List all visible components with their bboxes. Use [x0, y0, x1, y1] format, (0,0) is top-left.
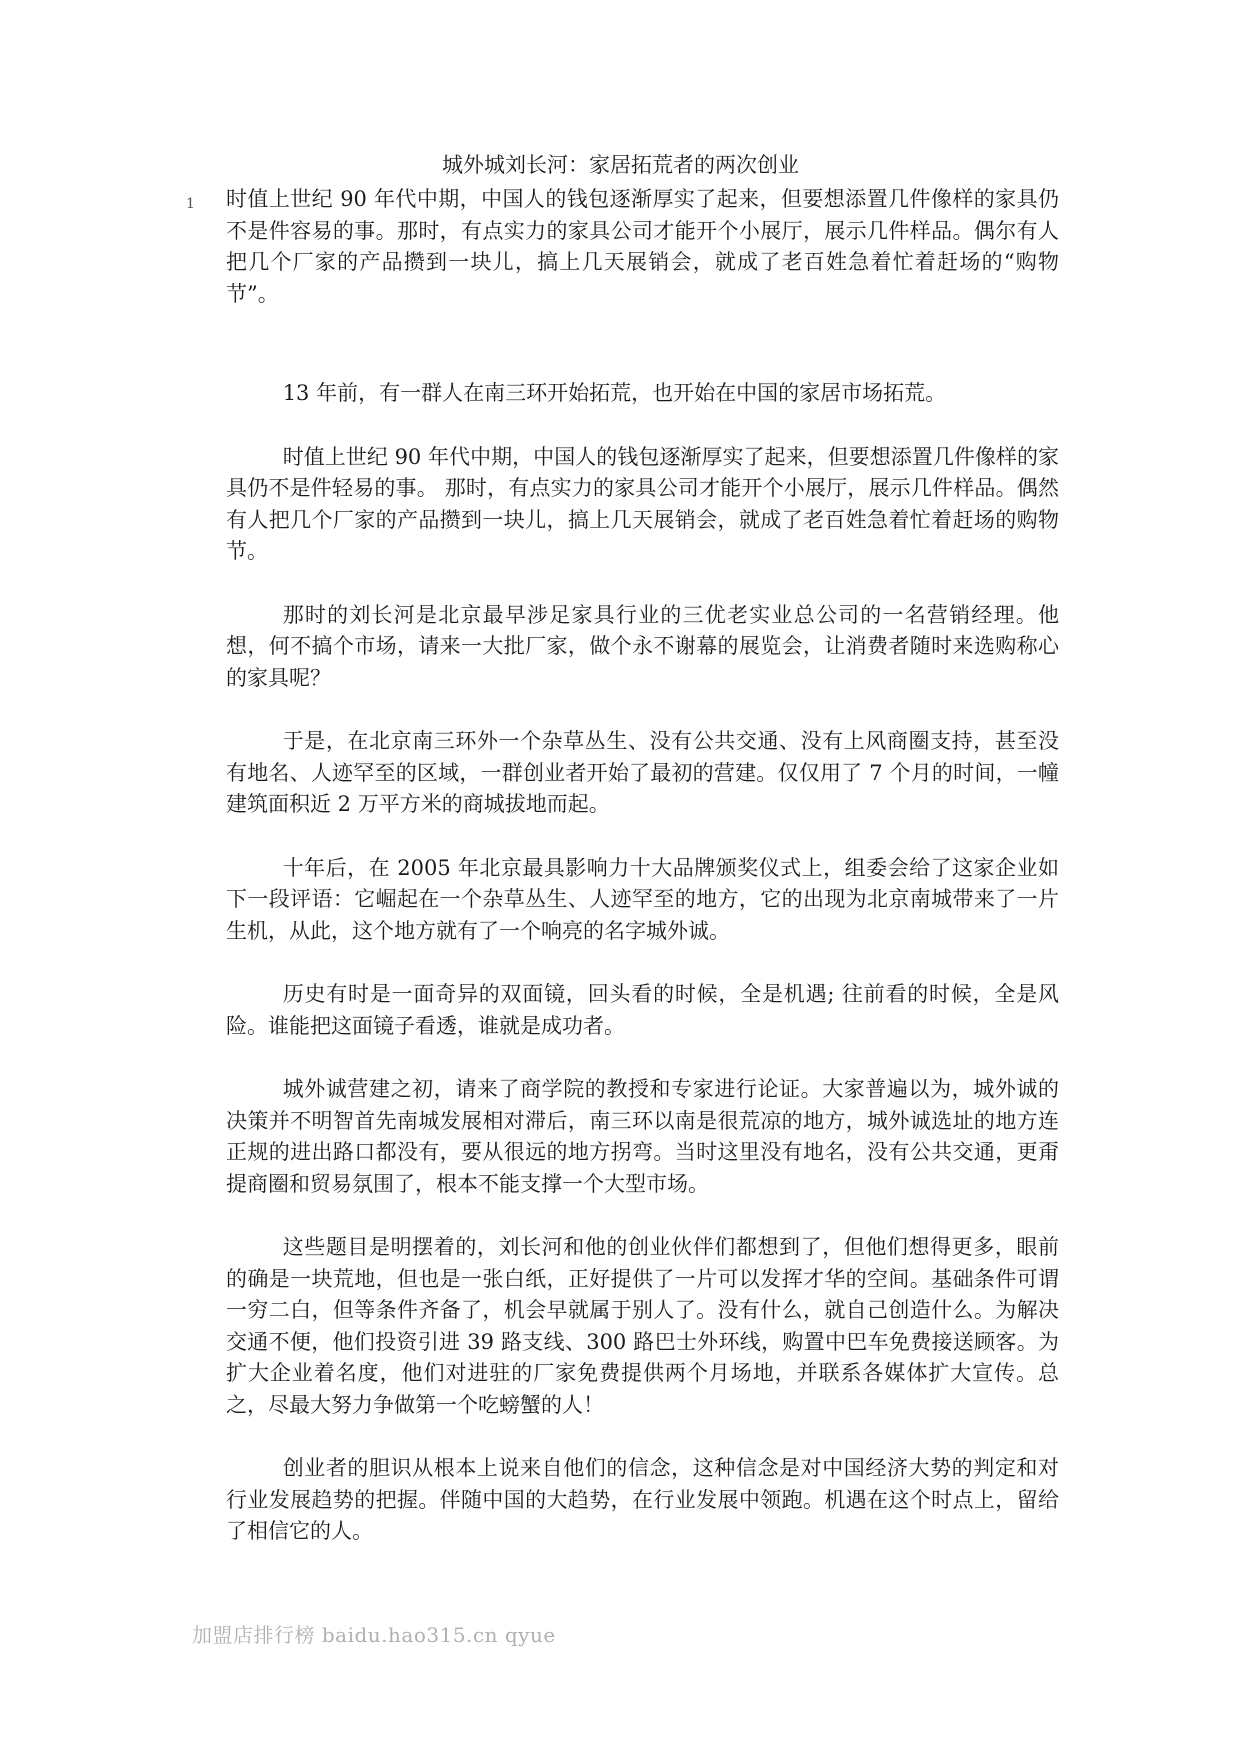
- intro-paragraph: 时值上世纪 90 年代中期，中国人的钱包逐渐厚实了起来，但要想添置几件像样的家具仍不是件容易的事。那时，有点实力的家具公司才能开个小展厅，展示几件样品。偶尔有人把几个厂家的产品攒到一块儿，搞上几天展销会，就成了老百姓急着忙着赶场的“购物节”。: [226, 187, 1059, 306]
- paragraph: 13 年前，有一群人在南三环开始拓荒，也开始在中国的家居市场拓荒。: [282, 381, 947, 405]
- paragraph: 城外诚营建之初，请来了商学院的教授和专家进行论证。大家普遍以为，城外诚的决策并不明智首先南城发展相对滞后，南三环以南是很荒凉的地方，城外诚选址的地方连正规的进出路口都没有，要从很远的地方拐弯。当时这里没有地名，没有公共交通，更甭提商圈和贸易氛围了，根本不能支撑一个大型市场。: [226, 1077, 1059, 1196]
- line-number: 1: [186, 196, 195, 212]
- paragraph: 历史有时是一面奇异的双面镜，回头看的时候，全是机遇; 往前看的时候，全是风险。谁能把这面镜子看透，谁就是成功者。: [226, 982, 1059, 1038]
- paragraph: 那时的刘长河是北京最早涉足家具行业的三优老实业总公司的一名营销经理。他想，何不搞个市场，请来一大批厂家，做个永不谢幕的展览会，让消费者随时来选购称心的家具呢？: [226, 602, 1059, 690]
- footer-watermark: 加盟店排行榜 baidu.hao315.cn qyue: [192, 1623, 556, 1647]
- paragraph: 时值上世纪 90 年代中期，中国人的钱包逐渐厚实了起来，但要想添置几件像样的家具仍不是件轻易的事。 那时，有点实力的家具公司才能开个小展厅，展示几件样品。偶然有人把几个厂家的产品攒到一块儿，搞上几天展销会，就成了老百姓急着忙着赶场的购物节。: [226, 444, 1059, 563]
- document-title: 城外城刘长河：家居拓荒者的两次创业: [442, 153, 799, 177]
- article-body: [226, 378, 1059, 1580]
- paragraph: 这些题目是明摆着的，刘长河和他的创业伙伴们都想到了，但他们想得更多，眼前的确是一块荒地，但也是一张白纸，正好提供了一片可以发挥才华的空间。基础条件可谓一穷二白，但等条件齐备了，机会早就属于别人了。没有什么，就自己创造什么。为解决交通不便，他们投资引进 39 路支线、300 路巴士外环线，购置中巴车免费接送顾客。为扩大企业着名度，他们对进驻的厂家免费提供两个月场地，并联系各媒体扩大宣传。总之，尽最大努力争做第一个吃螃蟹的人！: [226, 1235, 1059, 1417]
- paragraph: 创业者的胆识从根本上说来自他们的信念，这种信念是对中国经济大势的判定和对行业发展趋势的把握。伴随中国的大趋势，在行业发展中领跑。机遇在这个时点上，留给了相信它的人。: [226, 1456, 1059, 1543]
- paragraph: 十年后，在 2005 年北京最具影响力十大品牌颁奖仪式上，组委会给了这家企业如下一段评语：它崛起在一个杂草丛生、人迹罕至的地方，它的出现为北京南城带来了一片生机，从此，这个地方就有了一个响亮的名字城外诚。: [226, 855, 1059, 943]
- paragraph: 于是，在北京南三环外一个杂草丛生、没有公共交通、没有上风商圈支持，甚至没有地名、人迹罕至的区域，一群创业者开始了最初的营建。仅仅用了 7 个月的时间，一幢建筑面积近 2 万平方米的商城拔地而起。: [226, 729, 1059, 816]
